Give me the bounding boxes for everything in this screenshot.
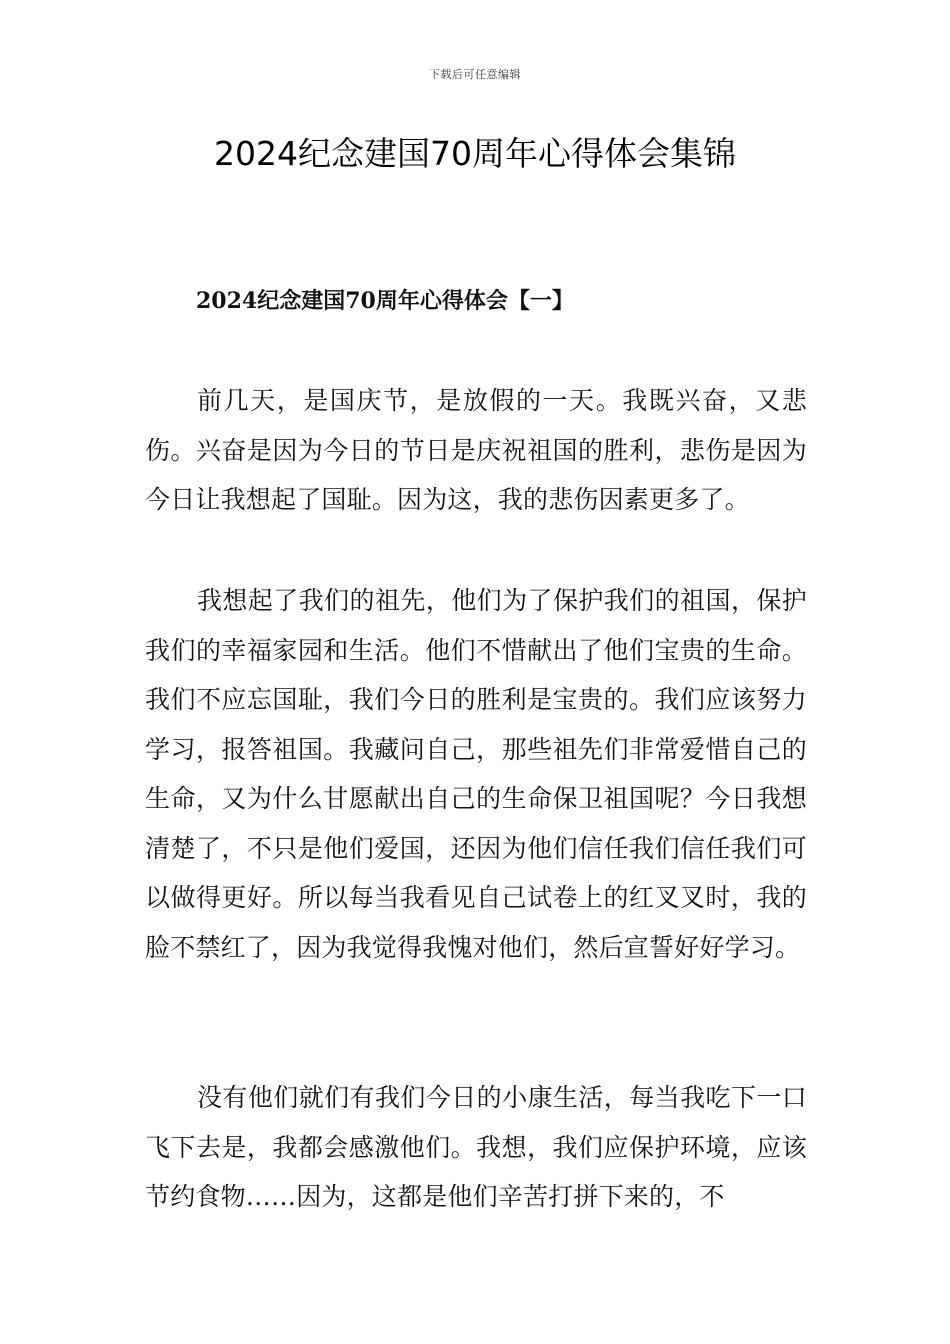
header-note: 下载后可任意编辑 — [429, 68, 521, 81]
paragraph-1: 前几天，是国庆节，是放假的一天。我既兴奋，又悲伤。兴奋是因为今日的节日是庆祝祖国的胜利，悲伤是因为今日让我想起了国耻。因为这，我的悲伤因素更多了。 — [145, 386, 807, 514]
document-title: 2024纪念建国70周年心得体会集锦 — [214, 134, 736, 173]
section-heading: 2024纪念建国70周年心得体会【一】 — [196, 288, 574, 314]
paragraph-3: 没有他们就们有我们今日的小康生活，每当我吃下一口飞下去是，我都会感激他们。我想，我们应保护环境，应该节约食物……因为，这都是他们辛苦打拼下来的，不 — [145, 1083, 807, 1211]
paragraph-2: 我想起了我们的祖先，他们为了保护我们的祖国，保护我们的幸福家园和生活。他们不惜献出了他们宝贵的生命。我们不应忘国耻，我们今日的胜利是宝贵的。我们应该努力学习，报答祖国。我藏问自己，那些祖先们非常爱惜自己的生命，又为什么甘愿献出自己的生命保卫祖国呢？今日我想清楚了，不只是他们爱国，还因为他们信任我们信任我们可以做得更好。所以每当我看见自己试卷上的红叉叉时，我的脸不禁红了，因为我觉得我愧对他们，然后宣誓好好学习。 — [145, 586, 807, 962]
